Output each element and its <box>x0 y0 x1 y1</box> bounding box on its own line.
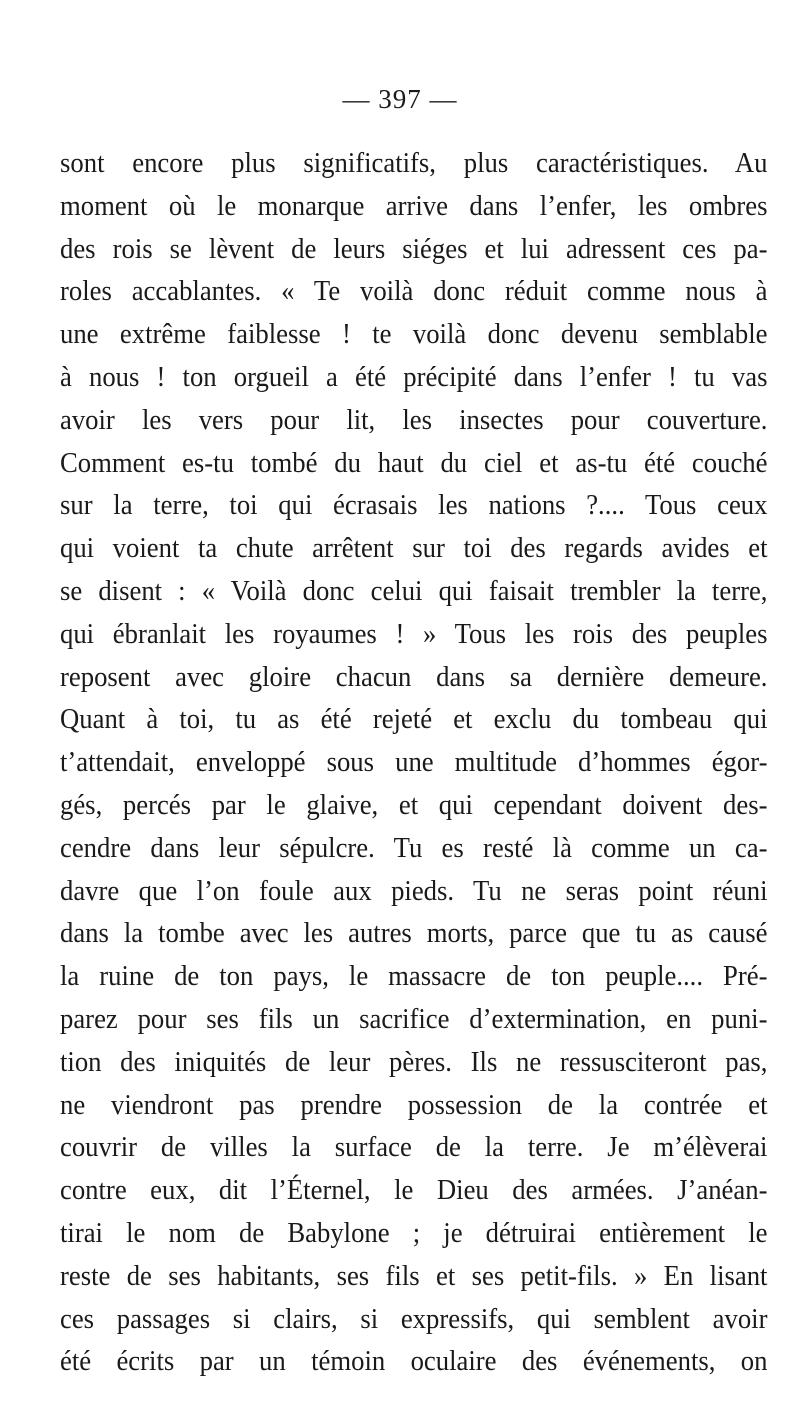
text-line: Comment es-tu tombé du haut du ciel et as-tu été couché <box>60 446 768 479</box>
text-line: parez pour ses fils un sacrifice d’extermination, en puni- <box>60 1002 768 1035</box>
text-line: se disent : « Voilà donc celui qui faisait trembler la terre, <box>60 574 768 607</box>
text-line: Quant à toi, tu as été rejeté et exclu du tombeau qui <box>60 703 768 736</box>
text-line: reposent avec gloire chacun dans sa dernière demeure. <box>60 660 768 693</box>
text-line: davre que l’on foule aux pieds. Tu ne seras point réuni <box>60 874 768 907</box>
text-line: sur la terre, toi qui écrasais les nations ?.... Tous ceux <box>60 489 768 522</box>
text-line: couvrir de villes la surface de la terre. Je m’élèverai <box>60 1131 768 1164</box>
text-line: dans la tombe avec les autres morts, parce que tu as causé <box>60 917 768 950</box>
page-number: — 397 — <box>342 84 458 114</box>
text-line: la ruine de ton pays, le massacre de ton peuple.... Pré- <box>60 960 768 993</box>
text-line: ne viendront pas prendre possession de la contrée et <box>60 1088 768 1121</box>
text-line: une extrême faiblesse ! te voilà donc devenu semblable <box>60 318 768 351</box>
text-line: roles accablantes. « Te voilà donc réduit comme nous à <box>60 275 768 308</box>
text-line: à nous ! ton orgueil a été précipité dans l’enfer ! tu vas <box>60 360 768 393</box>
text-line: reste de ses habitants, ses fils et ses petit-fils. » En lisant <box>60 1259 768 1292</box>
body-text <box>60 142 768 1383</box>
text-line: gés, percés par le glaive, et qui cependant doivent des- <box>60 788 768 821</box>
text-line: tirai le nom de Babylone ; je détruirai entièrement le <box>60 1216 768 1249</box>
text-line: contre eux, dit l’Éternel, le Dieu des armées. J’anéan- <box>60 1174 768 1207</box>
text-line: été écrits par un témoin oculaire des événements, on <box>60 1345 768 1378</box>
text-line: des rois se lèvent de leurs siéges et lui adressent ces pa- <box>60 232 768 265</box>
text-line: sont encore plus significatifs, plus caractéristiques. Au <box>60 147 768 179</box>
text-line: moment où le monarque arrive dans l’enfer, les ombres <box>60 189 768 222</box>
text-line: t’attendait, enveloppé sous une multitude d’hommes égor- <box>60 746 768 779</box>
text-line: ces passages si clairs, si expressifs, qui semblent avoir <box>60 1302 768 1335</box>
text-line: qui ébranlait les royaumes ! » Tous les rois des peuples <box>60 617 768 650</box>
text-line: tion des iniquités de leur pères. Ils ne ressusciteront pas, <box>60 1045 768 1078</box>
text-line: cendre dans leur sépulcre. Tu es resté là comme un ca- <box>60 831 768 864</box>
text-line: qui voient ta chute arrêtent sur toi des regards avides et <box>60 532 768 565</box>
text-line: avoir les vers pour lit, les insectes pour couverture. <box>60 403 768 436</box>
